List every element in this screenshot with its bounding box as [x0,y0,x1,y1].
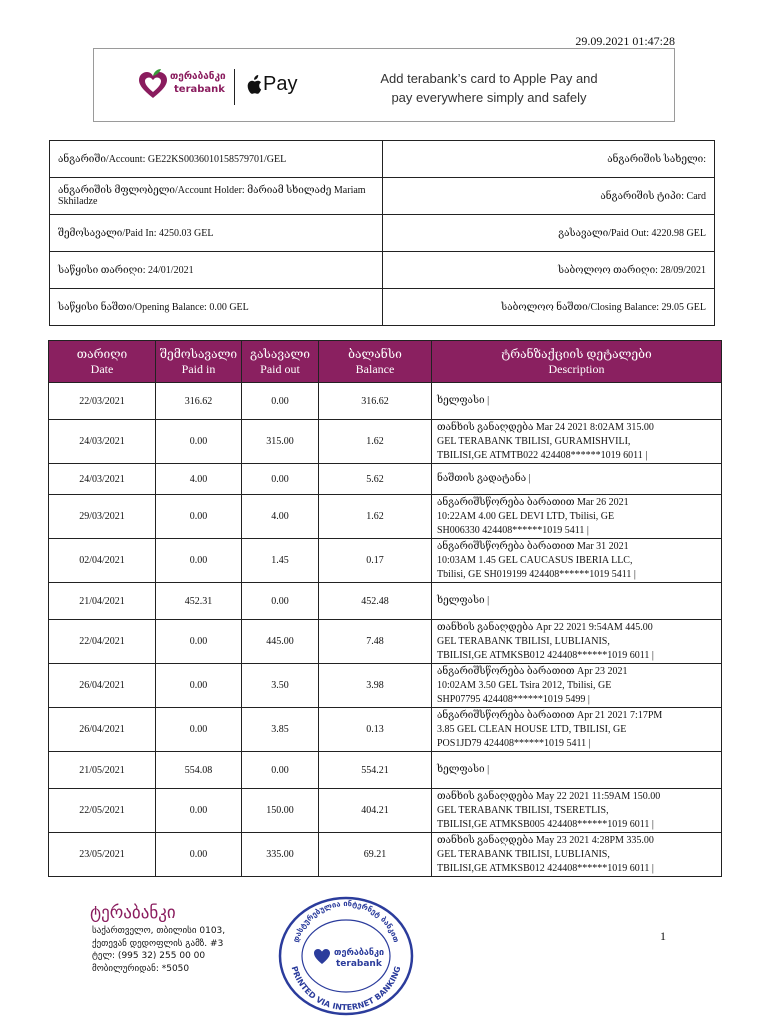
description-line: GEL TERABANK TBILISI, GURAMISHVILI, [437,435,631,447]
row-paid-out: 0.00 [242,383,319,420]
transactions-table [48,340,722,877]
opening-balance: საწყისი ნაშთი/Opening Balance: 0.00 GEL [50,289,383,326]
row-description [432,789,722,833]
table-row [49,789,722,833]
description-line: TBILISI,GE ATMKSB012 424408******1019 6011 | [437,649,654,661]
column-header-description [432,341,722,383]
stamp-logo-ka: თერაბანკი [334,948,385,958]
row-description [432,495,722,539]
row-date: 21/05/2021 [49,752,156,789]
row-balance: 7.48 [319,620,432,664]
transactions-body [49,383,722,877]
column-header-date [49,341,156,383]
row-paid-in: 0.00 [156,539,242,583]
row-paid-out: 0.00 [242,464,319,495]
account-holder: ანგარიშის მფლობელი/Account Holder: მარიამ სხილაძე Mariam Skhiladze [50,178,383,215]
row-description [432,539,722,583]
info-row [50,215,715,252]
row-paid-in: 0.00 [156,620,242,664]
row-paid-in: 316.62 [156,383,242,420]
row-description [432,664,722,708]
description-line: GEL TERABANK TBILISI, LUBLIANIS, [437,635,610,647]
table-row [49,583,722,620]
description-line: ხელფასი | [437,395,490,406]
stamp-heart-icon [314,949,330,964]
description-line: თანხის განაღდება May 23 2021 4:28PM 335.00 [437,834,654,846]
row-balance: 452.48 [319,583,432,620]
paid-out-total: გასავალი/Paid Out: 4220.98 GEL [382,215,715,252]
address-line: ქეთევან დედოფლის გამზ. #3 [92,938,224,949]
column-header-en: Balance [355,361,395,376]
banner-tagline-line1: Add terabank’s card to Apple Pay and [380,71,598,86]
row-balance: 5.62 [319,464,432,495]
description-line: TBILISI,GE ATMTB022 424408******1019 6011 | [437,449,648,461]
row-paid-in: 0.00 [156,664,242,708]
terabank-name-en: terabank [174,84,225,95]
paid-in-total: შემოსავალი/Paid In: 4250.03 GEL [50,215,383,252]
row-description [432,620,722,664]
row-paid-in: 0.00 [156,789,242,833]
account-number: ანგარიში/Account: GE22KS0036010158579701/GEL [50,141,383,178]
column-header-en: Paid out [260,361,300,376]
page-number: 1 [660,929,666,943]
footer-brand: ტერაბანკი [90,903,176,923]
column-header-paid-out [242,341,319,383]
table-row [49,464,722,495]
row-description [432,708,722,752]
table-row [49,620,722,664]
apple-pay-banner [93,48,675,122]
description-line: ხელფასი | [437,595,490,606]
banner-tagline [366,69,612,107]
stamp-logo-en: terabank [336,959,382,969]
info-row [50,252,715,289]
table-row [49,495,722,539]
description-line: Tbilisi, GE SH019199 424408******1019 5411 | [437,568,636,580]
svg-text:დასტურებულია ინტერნეტ ბანკით [291,899,401,944]
description-line: 10:02AM 3.50 GEL Tsira 2012, Tbilisi, GE [437,679,612,691]
table-row [49,383,722,420]
description-line: SHP07795 424408******1019 5499 | [437,693,590,705]
address-line: მობილურიდან: *5050 [92,963,190,974]
account-type: ანგარიშის ტიპი: Card [382,178,715,215]
row-paid-out: 4.00 [242,495,319,539]
info-row [50,178,715,215]
column-header-ka: ბალანსი [348,346,402,361]
row-date: 02/04/2021 [49,539,156,583]
column-header-en: Date [90,361,114,376]
row-description [432,583,722,620]
row-paid-in: 0.00 [156,708,242,752]
row-date: 21/04/2021 [49,583,156,620]
info-row [50,289,715,326]
column-header-ka: შემოსავალი [159,346,238,361]
column-header-en: Paid in [181,361,216,376]
description-line: 10:03AM 1.45 GEL CAUCASUS IBERIA LLC, [437,554,633,566]
row-description [432,752,722,789]
start-date: საწყისი თარიღი: 24/01/2021 [50,252,383,289]
row-paid-out: 0.00 [242,752,319,789]
description-line: GEL TERABANK TBILISI, LUBLIANIS, [437,848,610,860]
row-date: 22/03/2021 [49,383,156,420]
row-description [432,420,722,464]
row-date: 22/04/2021 [49,620,156,664]
row-description [432,383,722,420]
row-balance: 0.17 [319,539,432,583]
account-info-table [49,140,715,326]
row-date: 24/03/2021 [49,464,156,495]
row-description [432,464,722,495]
account-name: ანგარიშის სახელი: [382,141,715,178]
row-paid-out: 335.00 [242,833,319,877]
table-row [49,833,722,877]
table-row [49,752,722,789]
column-header-paid-in [156,341,242,383]
description-line: 3.85 GEL CLEAN HOUSE LTD, TBILISI, GE [437,723,627,735]
description-line: ხელფასი | [437,764,490,775]
row-date: 26/04/2021 [49,664,156,708]
info-row [50,141,715,178]
row-balance: 3.98 [319,664,432,708]
table-row [49,708,722,752]
row-balance: 554.21 [319,752,432,789]
banner-divider [234,69,235,105]
description-line: TBILISI,GE ATMKSB005 424408******1019 6011 | [437,818,654,830]
terabank-name-ka: თერაბანკი [170,71,226,82]
description-line: თანხის განაღდება Apr 22 2021 9:54AM 445.00 [437,621,653,633]
address-line: საქართველო, თბილისი 0103, [92,926,226,936]
row-paid-in: 554.08 [156,752,242,789]
row-balance: 404.21 [319,789,432,833]
row-paid-out: 445.00 [242,620,319,664]
row-paid-in: 0.00 [156,833,242,877]
row-paid-out: 315.00 [242,420,319,464]
description-line: ანგარიშსწორება ბარათით Mar 26 2021 [437,496,629,508]
row-date: 23/05/2021 [49,833,156,877]
description-line: TBILISI,GE ATMKSB012 424408******1019 6011 | [437,862,654,874]
address-line: ტელ: (995 32) 255 00 00 [92,951,206,961]
row-date: 26/04/2021 [49,708,156,752]
apple-icon [246,75,262,95]
row-balance: 1.62 [319,495,432,539]
row-date: 22/05/2021 [49,789,156,833]
apple-pay-logo [246,73,297,96]
stamp-arc-text: დასტურებულია ინტერნეტ ბანკით [291,898,401,944]
description-line: SH006330 424408******1019 5411 | [437,524,589,536]
printed-via-internet-banking-stamp [276,894,416,1018]
description-line: 10:22AM 4.00 GEL DEVI LTD, Tbilisi, GE [437,510,615,522]
description-line: ანგარიშსწორება ბარათით Apr 21 2021 7:17PM [437,709,663,721]
footer-address [92,925,225,975]
row-description [432,833,722,877]
closing-balance: საბოლოო ნაშთი/Closing Balance: 29.05 GEL [382,289,715,326]
description-line: ანგარიშსწორება ბარათით Mar 31 2021 [437,540,629,552]
table-row [49,420,722,464]
row-paid-in: 0.00 [156,420,242,464]
row-paid-in: 452.31 [156,583,242,620]
column-header-ka: თარიღი [76,346,128,361]
table-row [49,664,722,708]
table-row [49,539,722,583]
row-paid-in: 0.00 [156,495,242,539]
description-line: თანხის განაღდება Mar 24 2021 8:02AM 315.00 [437,421,654,433]
end-date: საბოლოო თარიღი: 28/09/2021 [382,252,715,289]
column-header-en: Description [548,361,605,376]
row-paid-out: 150.00 [242,789,319,833]
stamp-bottom-text: PRINTED VIA INTERNET BANKING [289,965,403,1013]
row-paid-out: 3.85 [242,708,319,752]
row-paid-in: 4.00 [156,464,242,495]
description-line: ანგარიშსწორება ბარათით Apr 23 2021 [437,665,628,677]
transactions-header-row [49,341,722,383]
row-balance: 1.62 [319,420,432,464]
row-date: 29/03/2021 [49,495,156,539]
terabank-heart-icon [138,69,168,101]
description-line: GEL TERABANK TBILISI, TSERETLIS, [437,804,609,816]
row-paid-out: 0.00 [242,583,319,620]
column-header-ka: ტრანზაქციის დეტალები [501,346,652,361]
apple-pay-label: Pay [263,73,298,95]
description-line: POS1JD79 424408******1019 5411 | [437,737,591,749]
banner-tagline-line2: pay everywhere simply and safely [391,90,587,105]
description-line: თანხის განაღდება May 22 2021 11:59AM 150.00 [437,790,661,802]
column-header-ka: გასავალი [249,346,310,361]
description-line: ნაშთის გადატანა | [437,473,531,484]
statement-datetime: 29.09.2021 01:47:28 [575,34,675,48]
row-date: 24/03/2021 [49,420,156,464]
row-balance: 316.62 [319,383,432,420]
column-header-balance [319,341,432,383]
row-paid-out: 1.45 [242,539,319,583]
row-balance: 0.13 [319,708,432,752]
row-paid-out: 3.50 [242,664,319,708]
row-balance: 69.21 [319,833,432,877]
